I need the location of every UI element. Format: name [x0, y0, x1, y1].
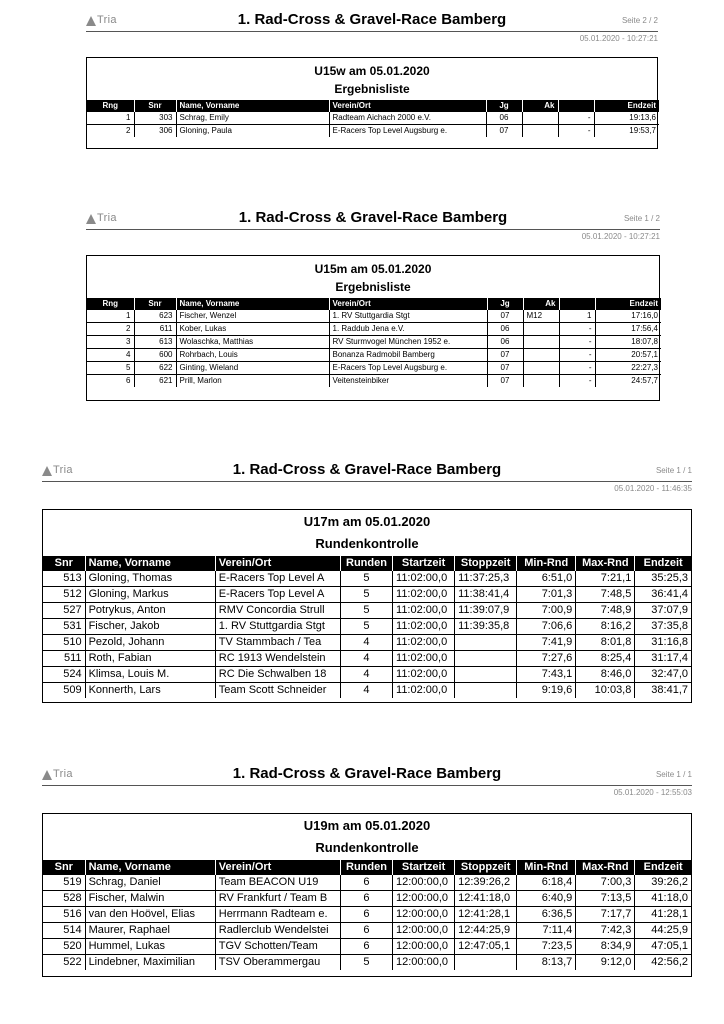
cell-startzeit: 11:02:00,0 [393, 603, 455, 619]
cell-snr: 513 [43, 571, 85, 587]
section-u15w [86, 10, 658, 150]
col-header-snr: Snr [134, 298, 176, 310]
cell-startzeit: 11:02:00,0 [393, 667, 455, 683]
results-box [42, 813, 692, 977]
table-row [87, 336, 661, 349]
cell-name: Wolaschka, Matthias [176, 336, 329, 349]
cell-verein: Radteam Aichach 2000 e.V. [329, 112, 486, 125]
table-header-row [43, 556, 691, 571]
list-type: Rundenkontrolle [315, 840, 419, 855]
cell-runden: 5 [340, 603, 392, 619]
cell-snr: 611 [134, 323, 176, 336]
list-type: Rundenkontrolle [315, 536, 419, 551]
cell-verein: E-Racers Top Level A [215, 571, 340, 587]
table-row [87, 362, 661, 375]
cell-verein: 1. RV Stuttgardia Stgt [329, 310, 487, 323]
header-divider [42, 785, 692, 786]
cell-snr: 522 [43, 955, 85, 971]
page-header [42, 460, 692, 500]
cell-endzeit: 38:41,7 [651, 684, 688, 696]
cell-verein: Veitensteinbiker [329, 375, 487, 388]
table-row [87, 349, 661, 362]
list-type: Ergebnisliste [335, 280, 411, 294]
cell-stoppzeit: 12:41:28,1 [455, 907, 517, 923]
table-header-row [43, 860, 691, 875]
cell-stoppzeit [455, 651, 517, 667]
cell-snr: 519 [43, 875, 85, 891]
cell-stoppzeit: 12:47:05,1 [455, 939, 517, 955]
cell-verein: RC Die Schwalben 18 [215, 667, 340, 683]
list-type: Ergebnisliste [334, 82, 410, 96]
cell-runden: 5 [340, 571, 392, 587]
cell-endzeit: 24:57,7 [631, 376, 658, 385]
cell-rng: 4 [87, 349, 134, 362]
logo-text: Tria [53, 464, 73, 476]
col-header-ak-rank [559, 298, 595, 310]
cell-stoppzeit: 11:38:41,4 [455, 587, 517, 603]
cell-verein: TSV Oberammergau [215, 955, 340, 971]
cell-snr: 613 [134, 336, 176, 349]
cell-snr: 514 [43, 923, 85, 939]
col-header-min-rnd: Min-Rnd [517, 556, 576, 571]
logo-text: Tria [97, 14, 117, 26]
print-datetime: 05.01.2020 - 10:27:21 [579, 34, 658, 43]
cell-ak [523, 349, 559, 362]
table-row [43, 571, 691, 587]
cell-name: Hummel, Lukas [85, 939, 215, 955]
results-box [86, 255, 660, 401]
col-header-verein: Verein/Ort [329, 100, 486, 112]
table-row [43, 667, 691, 683]
cell-name: Kober, Lukas [176, 323, 329, 336]
cell-rng: 2 [87, 323, 134, 336]
cell-snr: 621 [134, 375, 176, 388]
cell-stoppzeit: 11:39:07,9 [455, 603, 517, 619]
cell-jg: 07 [486, 125, 522, 138]
cell-verein: Herrmann Radteam e. [215, 907, 340, 923]
cell-name: Lindebner, Maximilian [85, 955, 215, 971]
cell-snr: 303 [134, 112, 176, 125]
cell-ak [523, 375, 559, 388]
cell-verein: 1. RV Stuttgardia Stgt [215, 619, 340, 635]
race-title: 1. Rad-Cross & Gravel-Race Bamberg [232, 765, 502, 782]
cell-max-rnd: 8:46,0 [576, 667, 635, 683]
cell-runden: 6 [340, 891, 392, 907]
col-header-name: Name, Vorname [85, 860, 215, 875]
cell-stoppzeit [455, 667, 517, 683]
table-row [43, 683, 691, 699]
cell-name: Konnerth, Lars [85, 683, 215, 699]
cell-endzeit: 18:07,8 [595, 336, 661, 349]
cell-max-rnd: 8:25,4 [576, 651, 635, 667]
cell-verein: Team BEACON U19 [215, 875, 340, 891]
cell-startzeit: 12:00:00,0 [393, 923, 455, 939]
col-header-max-rnd: Max-Rnd [576, 556, 635, 571]
cell-max-rnd: 8:01,8 [576, 635, 635, 651]
cell-startzeit: 12:00:00,0 [393, 955, 455, 971]
col-header-endzeit: Endzeit [635, 556, 691, 571]
cell-ak-rank: - [559, 349, 595, 362]
cell-ak-rank: - [559, 375, 595, 388]
cell-verein: Bonanza Radmobil Bamberg [329, 349, 487, 362]
cell-startzeit: 11:02:00,0 [393, 683, 455, 699]
cell-endzeit: 17:16,0 [595, 310, 661, 323]
cell-stoppzeit [455, 683, 517, 699]
cell-max-rnd: 10:03,8 [576, 683, 635, 699]
col-header-snr: Snr [43, 556, 85, 571]
cell-name: Pezold, Johann [85, 635, 215, 651]
header-divider [42, 481, 692, 482]
header-divider [86, 31, 658, 32]
cell-verein: 1. Raddub Jena e.V. [329, 323, 487, 336]
col-header-verein: Verein/Ort [329, 298, 487, 310]
cell-runden: 5 [340, 619, 392, 635]
cell-ak [523, 362, 559, 375]
cell-endzeit: 22:27,3 [595, 362, 661, 375]
table-row [87, 323, 661, 336]
col-header-verein: Verein/Ort [215, 860, 340, 875]
table-header-row [87, 298, 661, 310]
cell-verein: E-Racers Top Level Augsburg e. [329, 125, 486, 138]
col-header-jg: Jg [487, 298, 523, 310]
table-header-row [87, 100, 659, 112]
cell-ak [523, 323, 559, 336]
table-row [43, 651, 691, 667]
table-row [87, 125, 659, 138]
cell-startzeit: 11:02:00,0 [393, 651, 455, 667]
table-row [43, 923, 691, 939]
col-header-ak: Ak [522, 100, 558, 112]
cell-min-rnd: 6:40,9 [517, 891, 576, 907]
cell-ak-rank: - [559, 323, 595, 336]
cell-name: Prill, Marlon [176, 375, 329, 388]
cell-endzeit: 19:53,7 [629, 126, 656, 135]
col-header-rng: Rng [87, 298, 134, 310]
cell-startzeit: 11:02:00,0 [393, 571, 455, 587]
logo-text: Tria [53, 768, 73, 780]
cell-snr: 527 [43, 603, 85, 619]
table-row [87, 375, 661, 388]
cell-runden: 5 [340, 955, 392, 971]
col-header-max-rnd: Max-Rnd [576, 860, 635, 875]
cell-endzeit: 39:26,2 [635, 875, 691, 891]
category-title: U17m am 05.01.2020 [303, 514, 431, 529]
cell-stoppzeit: 11:37:25,3 [455, 571, 517, 587]
table-row [43, 891, 691, 907]
cell-snr: 509 [43, 683, 85, 699]
cell-snr: 516 [43, 907, 85, 923]
cell-stoppzeit: 11:39:35,8 [455, 619, 517, 635]
cell-ak-rank: - [559, 336, 595, 349]
results-table [87, 298, 661, 387]
page-header [86, 10, 658, 50]
cell-min-rnd: 7:27,6 [517, 651, 576, 667]
cell-jg: 07 [487, 349, 523, 362]
col-header-endzeit: Endzeit [595, 298, 661, 310]
cell-startzeit: 11:02:00,0 [393, 619, 455, 635]
cell-name: Gloning, Markus [85, 587, 215, 603]
cell-name: Roth, Fabian [85, 651, 215, 667]
cell-verein: Team Scott Schneider [215, 683, 340, 699]
race-title: 1. Rad-Cross & Gravel-Race Bamberg [237, 11, 507, 28]
cell-name: Fischer, Wenzel [176, 310, 329, 323]
cell-startzeit: 12:00:00,0 [393, 875, 455, 891]
col-header-stoppzeit: Stoppzeit [455, 556, 517, 571]
cell-runden: 4 [340, 651, 392, 667]
cell-snr: 511 [43, 651, 85, 667]
col-header-verein: Verein/Ort [215, 556, 340, 571]
cell-snr: 528 [43, 891, 85, 907]
cell-startzeit: 12:00:00,0 [393, 939, 455, 955]
cell-endzeit: 20:57,1 [595, 349, 661, 362]
cell-verein: TV Stammbach / Tea [215, 635, 340, 651]
col-header-stoppzeit: Stoppzeit [455, 860, 517, 875]
cell-endzeit: 37:35,8 [635, 619, 691, 635]
cell-ak [522, 112, 558, 125]
cell-snr: 306 [134, 125, 176, 138]
cell-snr: 531 [43, 619, 85, 635]
col-header-name: Name, Vorname [176, 298, 329, 310]
cell-verein: E-Racers Top Level Augsburg e. [329, 362, 487, 375]
section-u15m [86, 208, 660, 403]
cell-max-rnd: 7:48,5 [576, 587, 635, 603]
cell-endzeit: 47:05,1 [635, 939, 691, 955]
cell-verein: RV Frankfurt / Team B [215, 891, 340, 907]
table-row [43, 875, 691, 891]
print-datetime: 05.01.2020 - 12:55:03 [613, 788, 692, 797]
page-header [42, 764, 692, 804]
col-header-rng: Rng [87, 100, 134, 112]
cell-name: Ginting, Wieland [176, 362, 329, 375]
section-u17m [42, 460, 692, 705]
col-header-snr: Snr [134, 100, 176, 112]
table-row [43, 939, 691, 955]
table-row [43, 907, 691, 923]
section-u19m [42, 764, 692, 979]
print-datetime: 05.01.2020 - 10:27:21 [581, 232, 660, 241]
cell-endzeit: 41:28,1 [635, 907, 691, 923]
cell-endzeit: 35:25,3 [635, 571, 691, 587]
cell-runden: 6 [340, 923, 392, 939]
cell-snr: 520 [43, 939, 85, 955]
col-header-startzeit: Startzeit [393, 860, 455, 875]
cell-jg: 06 [487, 336, 523, 349]
cell-rng: 2 [87, 125, 134, 138]
page-number: Seite 1 / 2 [623, 214, 660, 223]
cell-min-rnd: 8:13,7 [517, 955, 576, 971]
cell-max-rnd: 7:48,9 [576, 603, 635, 619]
cell-min-rnd: 6:36,5 [517, 907, 576, 923]
cell-name: Klimsa, Louis M. [85, 667, 215, 683]
category-title: U19m am 05.01.2020 [303, 818, 431, 833]
cell-jg: 06 [486, 112, 522, 125]
cell-ak-rank: 1 [559, 310, 595, 323]
cell-verein: TGV Schotten/Team [215, 939, 340, 955]
cell-stoppzeit: 12:44:25,9 [455, 923, 517, 939]
cell-runden: 6 [340, 907, 392, 923]
cell-runden: 6 [340, 875, 392, 891]
cell-runden: 4 [340, 635, 392, 651]
cell-rng: 3 [87, 336, 134, 349]
table-row [43, 619, 691, 635]
cell-min-rnd: 7:01,3 [517, 587, 576, 603]
results-box [86, 57, 658, 149]
cell-endzeit: 19:13,6 [594, 112, 659, 125]
cell-startzeit: 12:00:00,0 [393, 891, 455, 907]
cell-min-rnd: 6:51,0 [517, 571, 576, 587]
cell-rng: 1 [87, 112, 134, 125]
cell-min-rnd: 7:00,9 [517, 603, 576, 619]
cell-endzeit: 17:56,4 [595, 323, 661, 336]
cell-verein: RC 1913 Wendelstein [215, 651, 340, 667]
cell-name: Fischer, Jakob [85, 619, 215, 635]
print-datetime: 05.01.2020 - 11:46:35 [614, 484, 692, 493]
logo-text: Tria [97, 212, 117, 224]
cell-runden: 4 [340, 683, 392, 699]
cell-stoppzeit [455, 955, 517, 971]
cell-stoppzeit [455, 635, 517, 651]
cell-snr: 622 [134, 362, 176, 375]
col-header-name: Name, Vorname [176, 100, 329, 112]
cell-snr: 623 [134, 310, 176, 323]
results-table [43, 556, 691, 698]
cell-jg: 07 [487, 375, 523, 388]
cell-min-rnd: 7:23,5 [517, 939, 576, 955]
cell-endzeit: 37:07,9 [635, 603, 691, 619]
cell-ak [522, 125, 558, 138]
cell-min-rnd: 9:19,6 [517, 683, 576, 699]
cell-jg: 07 [487, 310, 523, 323]
table-row [43, 955, 691, 971]
cell-startzeit: 12:00:00,0 [393, 907, 455, 923]
cell-runden: 6 [340, 939, 392, 955]
cell-stoppzeit: 12:41:18,0 [455, 891, 517, 907]
category-title: U15w am 05.01.2020 [314, 64, 430, 78]
cell-verein: RMV Concordia Strull [215, 603, 340, 619]
cell-rng: 1 [87, 310, 134, 323]
col-header-runden: Runden [340, 556, 392, 571]
cell-name: Rohrbach, Louis [176, 349, 329, 362]
cell-snr: 524 [43, 667, 85, 683]
cell-ak-rank: - [559, 362, 595, 375]
cell-runden: 5 [340, 587, 392, 603]
table-row [43, 587, 691, 603]
cell-max-rnd: 7:00,3 [576, 875, 635, 891]
cell-snr: 512 [43, 587, 85, 603]
cell-name: Maurer, Raphael [85, 923, 215, 939]
cell-rng: 6 [87, 375, 134, 388]
cell-endzeit: 36:41,4 [635, 587, 691, 603]
cell-name: Gloning, Thomas [85, 571, 215, 587]
cell-verein: E-Racers Top Level A [215, 587, 340, 603]
col-header-endzeit: Endzeit [635, 860, 691, 875]
cell-endzeit: 42:56,2 [651, 956, 688, 968]
cell-max-rnd: 8:16,2 [576, 619, 635, 635]
cell-max-rnd: 7:13,5 [576, 891, 635, 907]
col-header-jg: Jg [486, 100, 522, 112]
cell-ak-rank: - [558, 125, 594, 138]
page-header [86, 208, 660, 248]
results-box [42, 509, 692, 703]
race-title: 1. Rad-Cross & Gravel-Race Bamberg [238, 209, 508, 226]
cell-min-rnd: 6:18,4 [517, 875, 576, 891]
cell-endzeit: 31:16,8 [635, 635, 691, 651]
cell-jg: 06 [487, 323, 523, 336]
cell-rng: 5 [87, 362, 134, 375]
col-header-endzeit: Endzeit [594, 100, 659, 112]
cell-min-rnd: 7:11,4 [517, 923, 576, 939]
page-number: Seite 1 / 1 [655, 770, 692, 779]
race-title: 1. Rad-Cross & Gravel-Race Bamberg [232, 461, 502, 478]
cell-ak [523, 336, 559, 349]
cell-startzeit: 11:02:00,0 [393, 587, 455, 603]
cell-min-rnd: 7:06,6 [517, 619, 576, 635]
results-table [43, 860, 691, 970]
cell-max-rnd: 7:17,7 [576, 907, 635, 923]
cell-verein: Radlerclub Wendelstei [215, 923, 340, 939]
cell-name: van den Hoövel, Elias [85, 907, 215, 923]
cell-name: Schrag, Daniel [85, 875, 215, 891]
cell-jg: 07 [487, 362, 523, 375]
cell-stoppzeit: 12:39:26,2 [455, 875, 517, 891]
category-title: U15m am 05.01.2020 [314, 262, 432, 276]
col-header-min-rnd: Min-Rnd [517, 860, 576, 875]
cell-ak-rank: - [558, 112, 594, 125]
cell-min-rnd: 7:43,1 [517, 667, 576, 683]
cell-endzeit: 31:17,4 [635, 651, 691, 667]
cell-endzeit: 32:47,0 [635, 667, 691, 683]
table-row [87, 112, 659, 125]
col-header-startzeit: Startzeit [393, 556, 455, 571]
cell-startzeit: 11:02:00,0 [393, 635, 455, 651]
cell-endzeit: 44:25,9 [635, 923, 691, 939]
results-table [87, 100, 659, 137]
col-header-snr: Snr [43, 860, 85, 875]
page-number: Seite 2 / 2 [621, 16, 658, 25]
table-row [43, 603, 691, 619]
cell-min-rnd: 7:41,9 [517, 635, 576, 651]
cell-max-rnd: 8:34,9 [576, 939, 635, 955]
cell-name: Potrykus, Anton [85, 603, 215, 619]
cell-verein: RV Sturmvogel München 1952 e. [329, 336, 487, 349]
cell-max-rnd: 7:21,1 [576, 571, 635, 587]
cell-max-rnd: 9:12,0 [576, 955, 635, 971]
cell-name: Fischer, Malwin [85, 891, 215, 907]
col-header-runden: Runden [340, 860, 392, 875]
cell-name: Schrag, Emily [176, 112, 329, 125]
header-divider [86, 229, 660, 230]
cell-ak: M12 [523, 310, 559, 323]
cell-runden: 4 [340, 667, 392, 683]
col-header-ak: Ak [523, 298, 559, 310]
col-header-name: Name, Vorname [85, 556, 215, 571]
page-number: Seite 1 / 1 [655, 466, 692, 475]
table-row [87, 310, 661, 323]
cell-snr: 600 [134, 349, 176, 362]
table-row [43, 635, 691, 651]
cell-max-rnd: 7:42,3 [576, 923, 635, 939]
cell-endzeit: 41:18,0 [635, 891, 691, 907]
col-header-ak-rank [558, 100, 594, 112]
cell-snr: 510 [43, 635, 85, 651]
cell-name: Gloning, Paula [176, 125, 329, 138]
